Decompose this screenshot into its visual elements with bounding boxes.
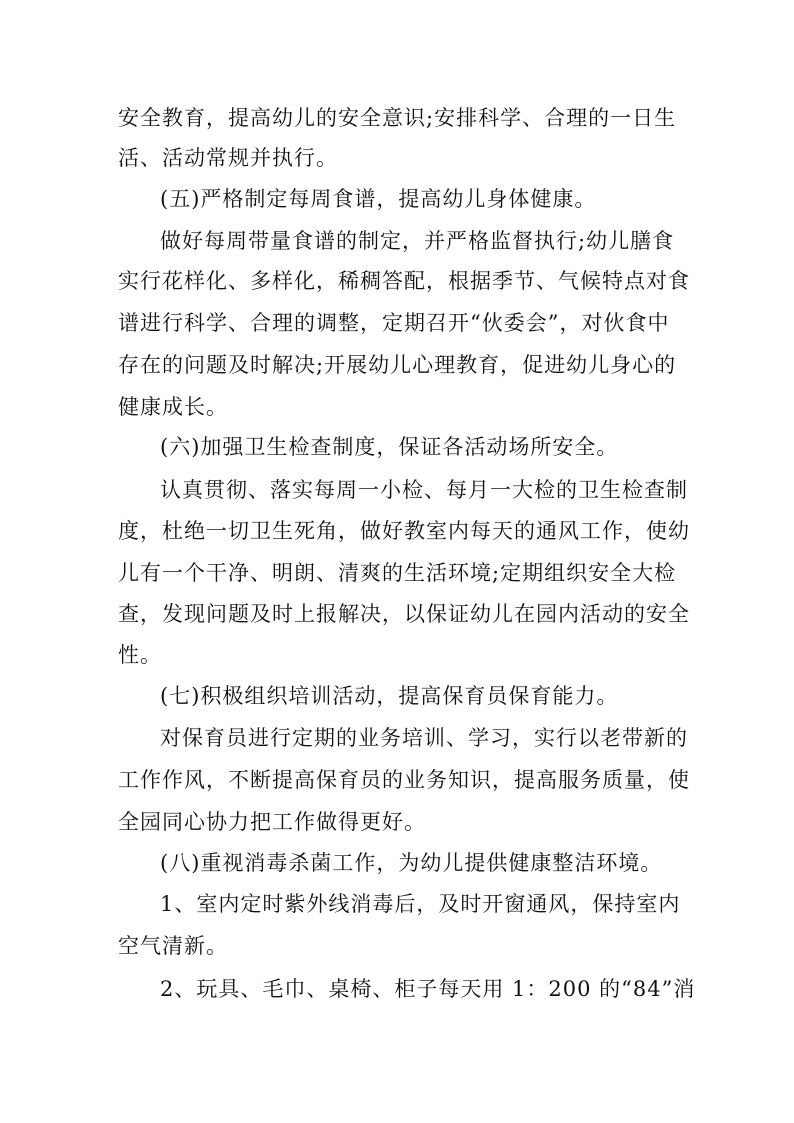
body-line-3: 做好每周带量食谱的制定，并严格监督执行;幼儿膳食 <box>160 229 675 253</box>
body-line-12: 性。 <box>118 643 162 667</box>
body-line-1: 安全教育，提高幼儿的安全意识;安排科学、合理的一日生 <box>118 106 677 130</box>
section-heading-5: (五)严格制定每周食谱，提高幼儿身体健康。 <box>160 187 597 211</box>
body-line-8: 认真贯彻、落实每周一小检、每月一大检的卫生检查制 <box>160 478 688 502</box>
body-line-15: 全园同心协力把工作做得更好。 <box>118 810 426 834</box>
body-line-6: 存在的问题及时解决;开展幼儿心理教育，促进幼儿身心的 <box>118 353 677 377</box>
body-line-17: 空气清新。 <box>118 934 228 958</box>
body-line-13: 对保育员进行定期的业务培训、学习，实行以老带新的 <box>160 726 688 750</box>
section-heading-7: (七)积极组织培训活动，提高保育员保育能力。 <box>160 684 619 708</box>
body-line-11: 查，发现问题及时上报解决，以保证幼儿在园内活动的安全 <box>118 602 690 626</box>
body-line-2: 活、活动常规并执行。 <box>118 146 338 170</box>
body-line-16: 1、室内定时紫外线消毒后，及时开窗通风，保持室内 <box>160 892 681 916</box>
section-heading-8: (八)重视消毒杀菌工作，为幼儿提供健康整洁环境。 <box>160 851 663 875</box>
body-line-18: 2、玩具、毛巾、桌椅、柜子每天用 1：200 的“84”消 <box>160 977 696 1001</box>
body-line-4: 实行花样化、多样化，稀稠答配，根据季节、气候特点对食 <box>118 269 690 293</box>
section-heading-6: (六)加强卫生检查制度，保证各活动场所安全。 <box>160 435 619 459</box>
body-line-7: 健康成长。 <box>118 395 228 419</box>
body-line-10: 儿有一个干净、明朗、清爽的生活环境;定期组织安全大检 <box>118 561 677 585</box>
body-line-5: 谱进行科学、合理的调整，定期召开“伙委会”，对伙食中 <box>118 311 670 335</box>
body-line-14: 工作作风，不断提高保育员的业务知识，提高服务质量，使 <box>118 768 690 792</box>
body-line-9: 度，杜绝一切卫生死角，做好教室内每天的通风工作，使幼 <box>118 519 690 543</box>
